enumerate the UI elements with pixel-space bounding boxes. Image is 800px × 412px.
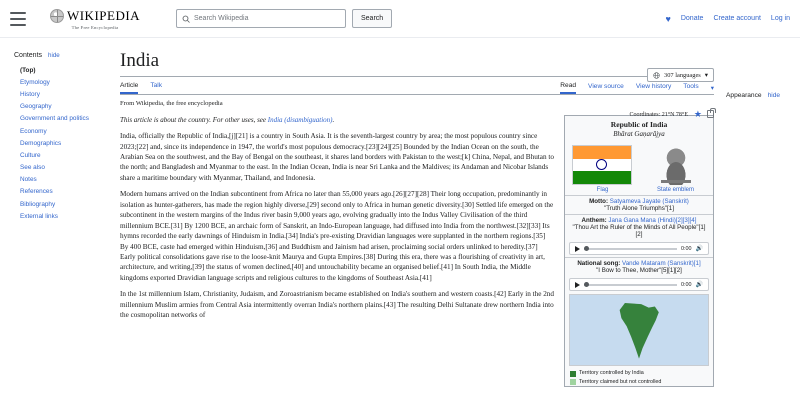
donate-link[interactable]: Donate [680,15,704,22]
sidebar-item-references[interactable]: References [20,188,53,196]
toc-list [14,64,102,222]
wikipedia-logo[interactable] [40,8,150,30]
title-divider [120,76,714,77]
anthem-audio-player[interactable] [569,242,709,255]
tab-article[interactable]: Article [120,82,138,94]
speaker-icon[interactable]: 🔊 [695,282,703,288]
sidebar-item-culture[interactable]: Culture [20,151,41,159]
hatnote-link[interactable]: India (disambiguation) [267,116,333,124]
infobox [564,115,714,387]
search-button[interactable]: Search [352,9,392,28]
heart-icon: ♥ [665,13,671,24]
logo-tagline: The Free Encyclopedia [71,24,119,30]
sidebar-item-demographics[interactable]: Demographics [20,139,62,147]
languages-button[interactable] [647,68,714,82]
language-globe-icon [653,72,660,79]
article-prose [120,115,554,387]
anthem-translation: "Thou Art the Ruler of the Minds of All People"[1][2] [572,224,706,238]
song-time: 0:00 [681,281,692,288]
motto-key: Motto: [589,198,609,205]
sidebar-item-economy[interactable]: Economy [20,127,47,135]
toc-title: Contents [14,52,43,59]
appearance-panel [726,38,800,412]
search-input[interactable] [176,9,346,28]
legend-controlled [565,369,713,378]
national-song-translation: "I Bow to Thee, Mother"[5][1][2] [596,267,682,274]
play-icon[interactable] [575,246,580,252]
infobox-title: Republic of India [610,120,668,129]
login-link[interactable]: Log in [770,15,790,22]
tab-view-source[interactable]: View source [588,83,624,90]
paragraph-3: In the 1st millennium Islam, Christianity, Judaism, and Zoroastrianism became established on India's southern and western coasts.[42] Early in the 2nd millennium Muslim armies from Central Asia intermittently overran India's northern plains.[43] The resulting Delhi Sultanate drew northern India into the cosmopolitan networks of [120,290,554,320]
seek-slider[interactable] [584,248,677,250]
sidebar-item-government-and-politics[interactable]: Government and politics [20,115,89,123]
ashoka-chakra-icon [596,159,607,170]
legend-swatch-dark [570,371,576,377]
motto-row [565,195,713,214]
search-placeholder: Search Wikipedia [194,15,249,22]
featured-star-icon: ★ [693,109,702,119]
tab-tools[interactable]: Tools [683,83,699,90]
sidebar-item-see-also[interactable]: See also [20,164,45,172]
sidebar-item-external-links[interactable]: External links [20,212,59,220]
sidebar-item-notes[interactable]: Notes [20,176,37,184]
flag-block [572,145,634,193]
appearance-hide-button[interactable]: hide [767,92,781,99]
paragraph-2: Modern humans arrived on the Indian subcontinent from Africa no later than 55,000 years ago.[26][27][28] Their long occupation, predominantly in isolation as hunter-gatherers, has made the region highly diverse,[29] second only to Africa in human genetic diversity.[30] Settled life emerged on the subcontinent in the western margins of the Indus river basin 9,000 years ago, evolving gradually into the Indus Valley Civilisation of the third millennium BCE.[31] By 1200 BCE, an archaic form of Sanskrit, an Indo-European language, had diffused into India from the northwest.[32][33] Its hymns recorded the early dawnings of Hinduism in India.[34] India's pre-existing Dravidian languages were supplanted in the northern regions.[35] By 400 BCE, caste had emerged within Hinduism,[36] and Buddhism and Jainism had arisen, proclaiming social orders unlinked to heredity.[37] Early political consolidations gave rise to the loose-knit Maurya and Gupta Empires.[38] During this era, there was a flourishing of creativity in art, architecture, and writing,[39] the status of women declined,[40] and untouchability became an organised belief.[41] In South India, the Middle kingdoms exported Dravidian language scripts and religious cultures to the kingdoms of Southeast Asia.[41] [120,190,554,282]
legend-claimed [565,378,713,387]
appearance-label: Appearance [726,92,762,99]
article-columns [120,115,714,387]
page-title: India [120,50,160,71]
main-menu-icon[interactable] [10,12,26,26]
create-account-link[interactable]: Create account [713,15,761,22]
motto-value[interactable]: Satyameva Jayate (Sanskrit) [609,198,689,205]
wordmark: WIKIPEDIA [66,7,141,23]
tab-view-history[interactable]: View history [635,83,672,90]
sidebar-item-etymology[interactable]: Etymology [20,78,50,86]
coordinates[interactable]: Coordinates: 21°N 78°E [629,112,688,118]
anthem-row [565,214,713,240]
site-header [0,0,800,38]
national-song-key: National song: [577,260,621,267]
emblem-block [645,145,707,193]
hatnote-text: This article is about the country. For other uses, see [120,116,268,124]
sidebar-item-geography[interactable]: Geography [20,103,52,111]
seek-slider[interactable] [584,284,677,286]
national-song-audio-player[interactable] [569,278,709,291]
tab-read[interactable]: Read [560,82,576,94]
motto-translation: "Truth Alone Triumphs"[1] [604,205,674,212]
infobox-symbols [565,142,713,195]
tools-chevron-icon[interactable]: ▾ [710,85,714,92]
toc-hide-button[interactable]: hide [48,52,60,59]
infobox-subtitle: Bhārat Gaṇarājya [613,130,665,138]
speaker-icon[interactable]: 🔊 [695,246,703,252]
sidebar-item-history[interactable]: History [20,90,40,98]
legend-swatch-light [570,379,576,385]
india-flag-icon[interactable] [572,145,632,185]
national-song-row [565,257,713,276]
play-icon[interactable] [575,282,580,288]
national-song-value[interactable]: Vande Mataram (Sanskrit)[1] [622,260,701,267]
protected-lock-icon [707,110,714,118]
flag-caption[interactable]: Flag [596,187,609,193]
anthem-time: 0:00 [681,245,692,252]
article-tabs [120,82,714,94]
search-icon [182,15,190,23]
search-area [176,9,392,28]
india-location-map[interactable] [569,294,709,366]
sidebar-item-bibliography[interactable]: Bibliography [20,200,56,208]
from-wikipedia-line: From Wikipedia, the free encyclopedia [120,100,223,107]
tabs-divider [120,94,714,95]
header-actions [666,14,790,24]
sidebar-item-top[interactable]: (Top) [20,66,36,74]
toc-header [14,52,102,59]
chevron-down-icon: ▾ [704,72,708,79]
anthem-key: Anthem: [581,217,607,224]
legend-controlled-label: Territory controlled by India [579,370,644,376]
legend-claimed-label: Territory claimed but not controlled [579,378,662,385]
globe-puzzle-icon [50,9,64,23]
hatnote: This article is about the country. For other uses, see India (disambiguation). [120,116,335,124]
tab-talk[interactable]: Talk [150,82,163,89]
paragraph-1: India, officially the Republic of India,[j][21] is a country in South Asia. It is the seventh-largest country by area; the most populous country since 2023;[22] and, since its independence in 1947, the world's most populous democracy.[23][24][25] Bounded by the Indian Ocean on the south, the Arabian Sea on the southwest, and the Bay of Bengal on the southeast, it shares land borders with Pakistan to the west;[k] China, Nepal, and Bhutan to the north; and Bangladesh and Myanmar to the east. In the Indian Ocean, India is near Sri Lanka and the Maldives; its Andaman and Nicobar Islands share a maritime boundary with Myanmar, Thailand, and Indonesia. [120,132,554,182]
article-content [110,38,726,412]
anthem-value[interactable]: Jana Gana Mana (Hindi)[2][3][4] [608,217,697,224]
languages-count-label: 307 languages [664,71,701,79]
emblem-caption[interactable]: State emblem [656,187,695,193]
sidebar-toc [0,38,110,412]
state-emblem-icon[interactable] [654,145,698,185]
page-body [0,38,800,412]
